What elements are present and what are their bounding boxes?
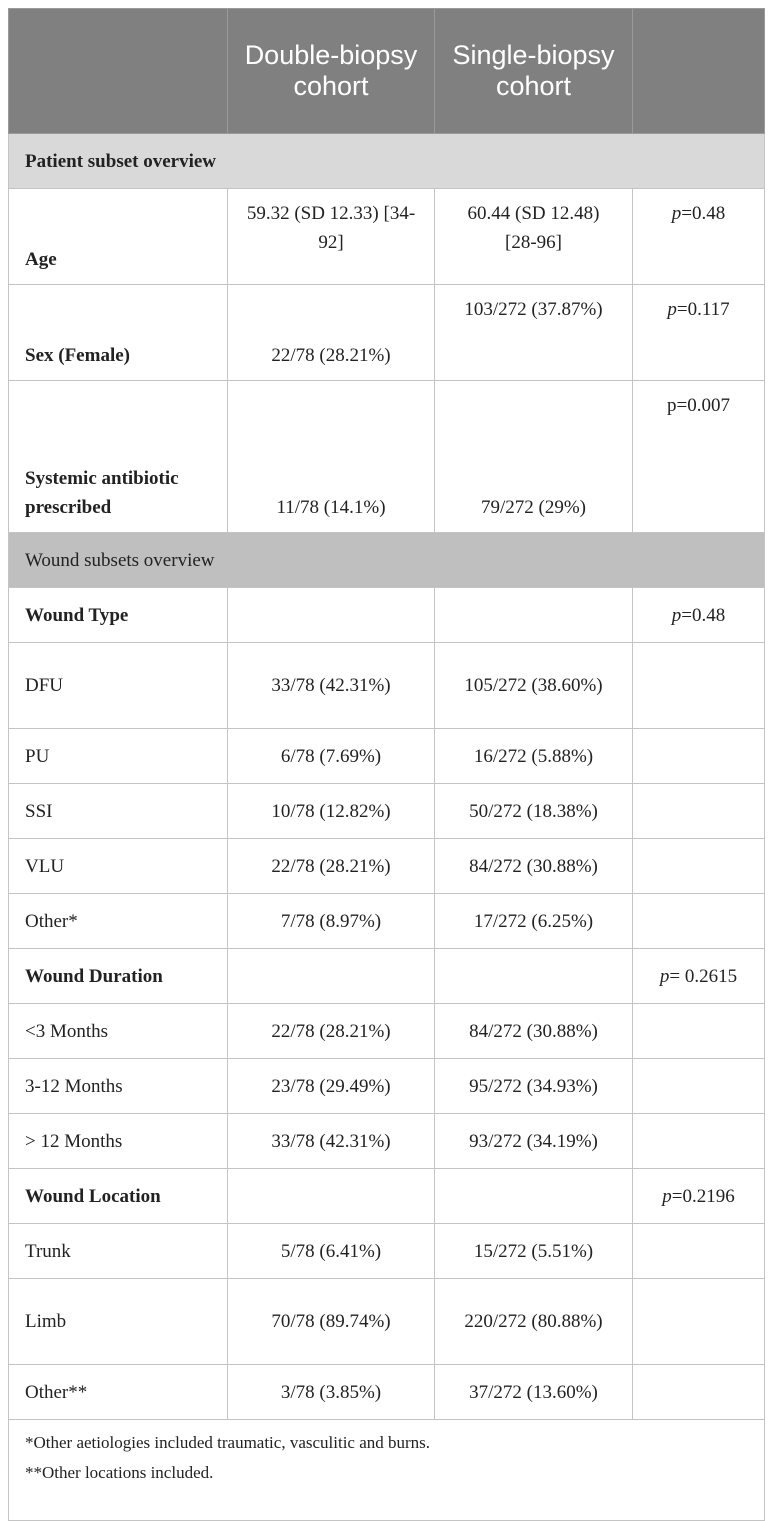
single-value [435,949,633,1004]
double-value: 22/78 (28.21%) [228,839,435,894]
p-symbol: p [671,604,682,626]
table-row-3-12-months [9,1059,765,1114]
p-value [633,189,765,285]
p-number: =0.48 [681,203,726,224]
p-value [633,1169,765,1224]
table-row-pu [9,729,765,784]
table-row-other-type [9,894,765,949]
row-label: VLU [9,839,228,894]
single-value: 50/272 (18.38%) [435,784,633,839]
double-value: 11/78 (14.1%) [228,381,435,533]
row-label: Systemic antibiotic prescribed [9,381,228,533]
p-number: =0.117 [676,299,730,320]
header-single-biopsy: Single-biopsy cohort [435,9,633,134]
p-value: p=0.007 [633,381,765,533]
footnote-locations: **Other locations included. [25,1463,214,1482]
table-row-ssi [9,784,765,839]
table-container [8,8,764,1521]
double-value: 33/78 (42.31%) [228,1114,435,1169]
single-value [435,588,633,643]
p-value [633,1114,765,1169]
double-value: 22/78 (28.21%) [228,1004,435,1059]
p-value [633,1365,765,1420]
single-value: 220/272 (80.88%) [435,1279,633,1365]
single-value: 17/272 (6.25%) [435,894,633,949]
p-value [633,729,765,784]
table-row-vlu [9,839,765,894]
p-value [633,588,765,643]
double-value [228,588,435,643]
single-value: 93/272 (34.19%) [435,1114,633,1169]
double-value [228,949,435,1004]
single-value: 37/272 (13.60%) [435,1365,633,1420]
table-row-lt3-months [9,1004,765,1059]
row-label: Wound Location [9,1169,228,1224]
p-value [633,643,765,729]
table-row-sex [9,285,765,381]
section-row-patient [9,134,765,189]
section-title-wound: Wound subsets overview [9,533,765,588]
row-label: PU [9,729,228,784]
table-row-dfu [9,643,765,729]
p-symbol: p [659,965,670,987]
row-label: > 12 Months [9,1114,228,1169]
row-label: Trunk [9,1224,228,1279]
table-row-wound-type [9,588,765,643]
p-value [633,784,765,839]
table-row-gt12-months [9,1114,765,1169]
single-value: 95/272 (34.93%) [435,1059,633,1114]
double-value: 22/78 (28.21%) [228,285,435,381]
p-value [633,1004,765,1059]
row-label: SSI [9,784,228,839]
cohort-comparison-table [8,8,765,1521]
p-value [633,285,765,381]
table-row-wound-duration [9,949,765,1004]
header-empty-cell [9,9,228,134]
row-label: Age [9,189,228,285]
table-row-age [9,189,765,285]
single-value: 79/272 (29%) [435,381,633,533]
double-value: 7/78 (8.97%) [228,894,435,949]
p-value [633,1279,765,1365]
double-value: 3/78 (3.85%) [228,1365,435,1420]
double-value: 33/78 (42.31%) [228,643,435,729]
single-value [435,1169,633,1224]
table-row-trunk [9,1224,765,1279]
section-title-patient: Patient subset overview [9,134,765,189]
footnotes [9,1420,765,1521]
table-row-limb [9,1279,765,1365]
table-header-row [9,9,765,134]
row-label: Wound Type [9,588,228,643]
table-row-antibiotic [9,381,765,533]
section-row-wound [9,533,765,588]
single-value: 84/272 (30.88%) [435,1004,633,1059]
p-value [633,839,765,894]
p-symbol: p [671,203,682,224]
p-value [633,949,765,1004]
double-value: 10/78 (12.82%) [228,784,435,839]
table-row-other-location [9,1365,765,1420]
single-value: 105/272 (38.60%) [435,643,633,729]
single-value: 103/272 (37.87%) [435,285,633,381]
single-value: 15/272 (5.51%) [435,1224,633,1279]
double-value: 5/78 (6.41%) [228,1224,435,1279]
double-value: 23/78 (29.49%) [228,1059,435,1114]
single-value: 84/272 (30.88%) [435,839,633,894]
row-label: Limb [9,1279,228,1365]
p-number: =0.2196 [671,1185,735,1207]
row-label: Other* [9,894,228,949]
p-symbol: p [667,299,677,320]
single-value: 16/272 (5.88%) [435,729,633,784]
single-value: 60.44 (SD 12.48) [28-96] [435,189,633,285]
double-value: 6/78 (7.69%) [228,729,435,784]
row-label: Wound Duration [9,949,228,1004]
row-label: Other** [9,1365,228,1420]
table-footnote-row [9,1420,765,1521]
row-label: Sex (Female) [9,285,228,381]
double-value: 70/78 (89.74%) [228,1279,435,1365]
p-value [633,894,765,949]
p-value [633,1224,765,1279]
p-number: =0.48 [681,604,726,626]
header-double-biopsy: Double-biopsy cohort [228,9,435,134]
row-label: DFU [9,643,228,729]
table-row-wound-location [9,1169,765,1224]
p-symbol: p [662,1185,672,1207]
row-label: 3-12 Months [9,1059,228,1114]
double-value: 59.32 (SD 12.33) [34-92] [228,189,435,285]
header-p-value [633,9,765,134]
p-number: = 0.2615 [669,965,738,987]
double-value [228,1169,435,1224]
p-value [633,1059,765,1114]
footnote-aetiologies: *Other aetiologies included traumatic, vasculitic and burns. [25,1433,431,1452]
row-label: <3 Months [9,1004,228,1059]
